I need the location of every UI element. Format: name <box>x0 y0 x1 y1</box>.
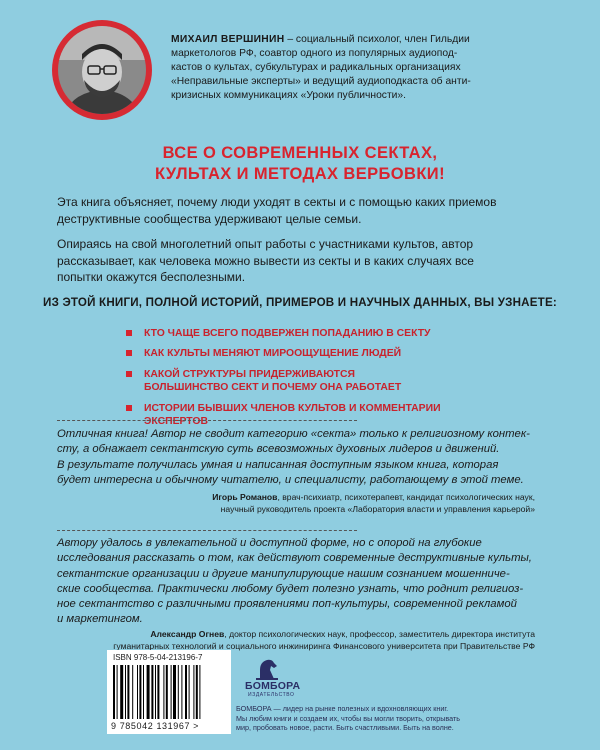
quote-line: Отличная книга! Автор не сводит категорию «секта» только к религиозному контек- <box>57 428 530 440</box>
quote-role: , врач-психиатр, психотерапевт, кандидат психологических наук, <box>277 492 535 502</box>
bullet-square-icon <box>126 371 132 377</box>
quote-line: исследования рассказать о том, как действуют современные деструктивные культы, <box>57 552 532 565</box>
bombora-horse-icon <box>252 658 282 680</box>
headline <box>0 143 600 185</box>
barcode-bar <box>166 665 168 719</box>
bio-line: кризисных коммуникациях «Уроки публичности». <box>171 90 406 101</box>
paragraph-1 <box>57 194 557 227</box>
barcode <box>107 650 231 734</box>
barcode-bars-icon <box>111 665 227 719</box>
isbn: ISBN 978-5-04-213196-7 <box>113 653 203 662</box>
barcode-bar <box>178 665 179 719</box>
author-photo <box>52 20 152 120</box>
quote-text <box>57 427 549 488</box>
barcode-bar <box>185 665 187 719</box>
bullet-item <box>126 347 506 360</box>
paragraph-line: деструктивные сообщества удерживают целые семьи. <box>57 211 362 226</box>
barcode-bar <box>189 665 190 719</box>
bullet-text: КАКОЙ СТРУКТУРЫ ПРИДЕРЖИВАЮТСЯ <box>144 369 355 380</box>
bio-line: «Неправильные эксперты» и ведущий аудиоподкаста об анти- <box>171 76 471 87</box>
quote-line: сектантские организации и другие манипулирующие нашим сознанием мошенниче- <box>57 567 510 580</box>
paragraph-2 <box>57 236 557 286</box>
barcode-bar <box>193 665 194 719</box>
bullet-text: КАК КУЛЬТЫ МЕНЯЮТ МИРООЩУЩЕНИЕ ЛЮДЕЙ <box>144 348 402 359</box>
paragraph-line: рассказывает, как человека можно вывести из секты и в каких случаях все <box>57 253 474 268</box>
barcode-bar <box>127 665 129 719</box>
paragraph-line: попытки окажутся бесполезными. <box>57 270 246 284</box>
barcode-bar <box>120 665 123 719</box>
paragraph-line: Опираясь на свой многолетний опыт работы с участниками культов, автор <box>57 237 474 251</box>
barcode-bar <box>113 665 115 719</box>
quote-role: , доктор психологических наук, профессор, заместитель директора института <box>224 629 535 639</box>
quote-line: сту, а обнажает сектантскую суть всевозможных духовных лидеров и движений. <box>57 443 500 456</box>
publisher-line: Мы любим книги и создаем их, чтобы вы могли творить, открывать <box>236 713 460 723</box>
barcode-bar <box>196 665 198 719</box>
author-name: МИХАИЛ ВЕРШИНИН <box>171 34 285 45</box>
bullet-item <box>126 402 506 428</box>
bullet-square-icon <box>126 405 132 411</box>
quote-line: и маркетингом. <box>57 613 143 626</box>
barcode-bar <box>171 665 172 719</box>
bio-line: – социальный психолог, член Гильдии <box>284 34 470 45</box>
barcode-bar <box>199 665 200 719</box>
publisher-blurb <box>236 704 536 733</box>
bullet-square-icon <box>126 330 132 336</box>
quote-author: Александр Огнев <box>150 629 225 639</box>
publisher-sub: ИЗДАТЕЛЬСТВО <box>248 692 295 698</box>
bullet-item <box>126 327 506 340</box>
quote-role: гуманитарных технологий и социального инжиниринга Финансового университета при Правительстве РФ <box>113 640 535 651</box>
publisher-line: БОМБОРА — лидер на рынке полезных и вдохновляющих книг. <box>236 704 449 713</box>
barcode-bar <box>125 665 126 719</box>
barcode-bar <box>155 665 156 719</box>
barcode-bar <box>143 665 144 719</box>
quote-line: ное сектантство с различными проявлениями поп-культуры, современной рекламой <box>57 598 517 611</box>
quote-divider <box>57 420 357 421</box>
author-bio <box>171 33 571 103</box>
quote-line: будет интересна и обычному читателю, и специалисту, работающему в этой теме. <box>57 473 524 486</box>
learn-title: ИЗ ЭТОЙ КНИГИ, ПОЛНОЙ ИСТОРИЙ, ПРИМЕРОВ И НАУЧНЫХ ДАННЫХ, ВЫ УЗНАЕТЕ: <box>43 296 557 309</box>
publisher-name: БОМБОРА <box>245 680 301 692</box>
bullet-item <box>126 368 506 394</box>
quote-attribution <box>113 629 535 652</box>
barcode-bar <box>173 665 176 719</box>
quote-1 <box>57 427 549 527</box>
quote-text <box>57 536 549 628</box>
bullet-text: БОЛЬШИНСТВО СЕКТ И ПОЧЕМУ ОНА РАБОТАЕТ <box>144 382 402 393</box>
quote-line: ские сообщества. Практически любому будет полезно узнать, что роднит религиоз- <box>57 582 524 595</box>
bullet-square-icon <box>126 350 132 356</box>
barcode-bar <box>117 665 118 719</box>
bio-line: кастов о культах, субкультурах и радикальных организациях <box>171 62 461 73</box>
headline-line: ВСЕ О СОВРЕМЕННЫХ СЕКТАХ, <box>162 144 438 162</box>
author-portrait-icon <box>52 20 152 120</box>
barcode-bar <box>157 665 159 719</box>
headline-line: КУЛЬТАХ И МЕТОДАХ ВЕРБОВКИ! <box>155 165 445 183</box>
barcode-bar <box>147 665 150 719</box>
quote-line: В результате получилась умная и написанная доступным языком книга, которая <box>57 458 499 471</box>
barcode-bar <box>139 665 141 719</box>
barcode-bar <box>151 665 153 719</box>
publisher-line: мир, пробовать новое, расти. Быть счастливыми. Быть на волне. <box>236 723 454 733</box>
barcode-bar <box>163 665 164 719</box>
quote-2 <box>57 536 549 651</box>
barcode-bar <box>181 665 182 719</box>
bullet-text: ИСТОРИИ БЫВШИХ ЧЛЕНОВ КУЛЬТОВ И КОММЕНТАРИИ ЭКСПЕРТОВ <box>144 403 441 427</box>
bullet-text: КТО ЧАЩЕ ВСЕГО ПОДВЕРЖЕН ПОПАДАНИЮ В СЕКТУ <box>144 328 431 339</box>
quote-divider <box>57 530 357 531</box>
barcode-bar <box>137 665 138 719</box>
quote-role: научный руководитель проекта «Лаборатория власти и управления карьерой» <box>220 503 535 514</box>
bio-line: маркетологов РФ, соавтор одного из популярных аудиопод- <box>171 48 458 59</box>
quote-line: Автору удалось в увлекательной и доступной форме, но с опорой на глубокие <box>57 537 482 549</box>
barcode-bar <box>132 665 133 719</box>
quote-attribution <box>212 492 535 515</box>
paragraph-line: Эта книга объясняет, почему люди уходят в секты и с помощью каких приемов <box>57 195 497 209</box>
quote-author: Игорь Романов <box>212 492 278 502</box>
barcode-number: 9 785042 131967 > <box>111 721 200 731</box>
